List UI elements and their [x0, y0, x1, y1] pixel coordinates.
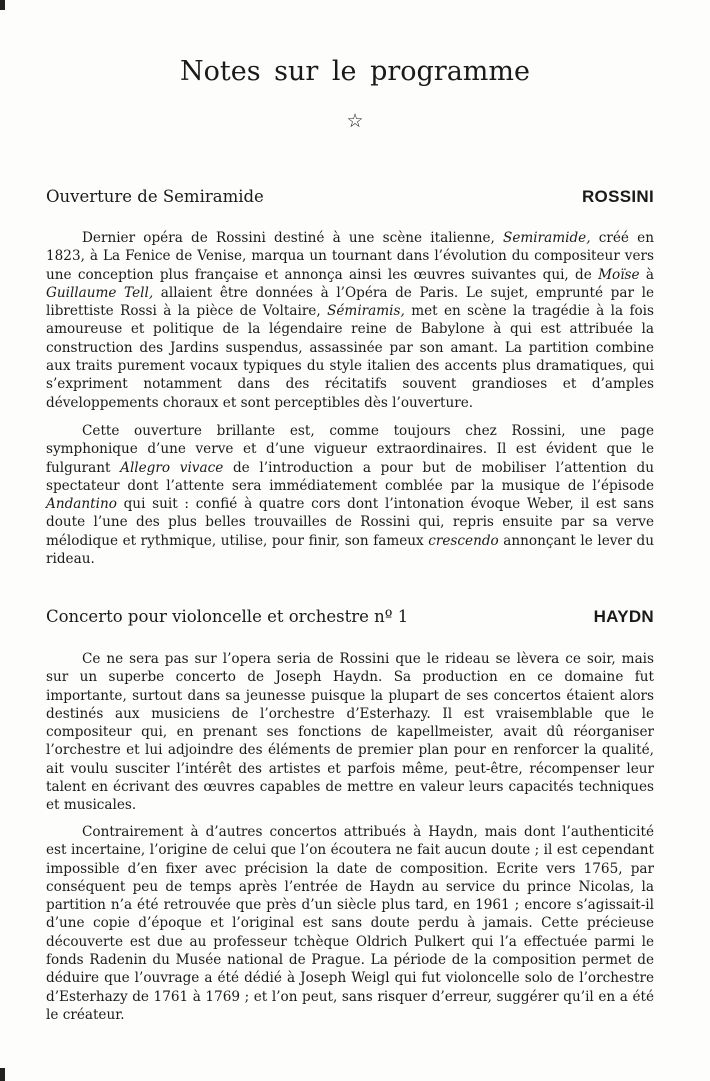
paragraph: [46, 650, 654, 815]
italic-text: Guillaume Tell,: [46, 284, 154, 301]
paragraph-text: de l’introduction a pour but de mobiliser l’attention du spectateur dont l’attente sera immédiatement comblée par la musique de l’épisode: [46, 459, 655, 494]
section-heading-rossini: [46, 187, 654, 207]
composer-name: HAYDN: [593, 607, 654, 626]
paragraph-text: allaient être données à l’Opéra de Paris. Le sujet, emprunté par le librettiste Rossi à la pièce de Voltaire,: [46, 284, 654, 320]
paragraph-text: Contrairement à d’autres concertos attribués à Haydn, mais dont l’authenticité est incertaine, l’origine de celui que l’on écoutera ne fait aucun doute ; il est cependant impossible d’en fixer avec précision la date de composition. Ecrite vers 1765, par conséquent peu de temps après l’entrée de Haydn au service du prince Nicolas, la partition n’a été retrouvée que près d’un siècle plus tard, en 1961 ; encore s’agissait-il d’une copie d’époque et l’original est sans doute perdu à jamais. Cette précieuse découverte est due au professeur tchèque Oldrich Pulkert qui l’a effectuée parmi le fonds Radenin du Musée national de Prague. La période de la composition permet de déduire que l’ouvrage a été dédié à Joseph Weigl qui fut violoncelle solo de l’orchestre d’Esterhazy de 1761 à 1769 ; et l’on peut, sans risquer d’erreur, suggérer qu’il en a été le créateur.: [46, 824, 654, 1023]
paragraph-text: créé en 1823, à La Fenice de Venise, marqua un tournant dans l’évolution du compositeur vers une conception plus française et annonça ainsi les œuvres suivantes qui, de: [46, 230, 654, 283]
italic-text: Sémiramis,: [327, 303, 405, 320]
paragraph: [46, 422, 654, 568]
paragraph-text: met en scène la tragédie à la fois amoureuse et politique de la légendaire reine de Babylone à qui est attribuée la construction des Jardins suspendus, assassinée par son amant. La partition combine aux traits purement vocaux typiques du style italien des accents plus dramatiques, qui s’expriment notamment dans des récitatifs souvent grandioses et d’amples développements choraux et sont perceptibles dès l’ouverture.: [46, 303, 654, 411]
section-title: Concerto pour violoncelle et orchestre nº 1: [46, 607, 409, 626]
italic-text: Allegro vivace: [120, 459, 224, 476]
section-title: Ouverture de Semiramide: [46, 187, 264, 206]
composer-name: ROSSINI: [581, 187, 654, 206]
paragraph: [46, 823, 654, 1024]
paragraph-text: qui suit : confié à quatre cors dont l’intonation évoque Weber, il est sans doute l’une des plus belles trouvailles de Rossini qui, repris ensuite par sa verve mélodique et rythmique, utilise, pour finir, son fameux: [46, 496, 654, 549]
star-ornament-icon: ☆: [346, 110, 364, 132]
italic-text: Moïse: [598, 266, 640, 283]
paragraph-text: Ce ne sera pas sur l’opera seria de Rossini que le rideau se lèvera ce soir, mais sur un superbe concerto de Joseph Haydn. Sa production en ce domaine fut importante, surtout dans sa jeunesse puisque la plupart de ses concertos étaient alors destinés aux musiciens de l’orchestre d’Esterhazy. Il est vraisemblable que le compositeur qui, en prenant ses fonctions de kapellmeister, avait dû réorganiser l’orchestre et lui adjoindre des éléments de premier plan pour en renforcer la qualité, ait voulu susciter l’intérêt des artistes et parfois même, peut-être, récompenser leur talent en écrivant des œuvres capables de mettre en valeur leurs capacités techniques et musicales.: [46, 651, 654, 814]
paragraph-text: Dernier opéra de Rossini destiné à une scène italienne,: [82, 230, 504, 246]
paragraph-text: à: [639, 266, 654, 283]
italic-text: crescendo: [428, 532, 499, 549]
italic-text: Andantino: [46, 496, 117, 513]
paragraph-text: Cette ouverture brillante est, comme toujours chez Rossini, une page symphonique d’une verve et d’une vigueur extraordinaires. Il est évident que le fulgurant: [46, 423, 654, 476]
paragraph-text: annonçant le lever du rideau.: [46, 532, 654, 568]
italic-text: Semiramide,: [503, 230, 591, 246]
page-title: Notes sur le programme: [180, 56, 530, 87]
paragraph: [46, 229, 654, 412]
section-heading-haydn: [46, 607, 654, 627]
